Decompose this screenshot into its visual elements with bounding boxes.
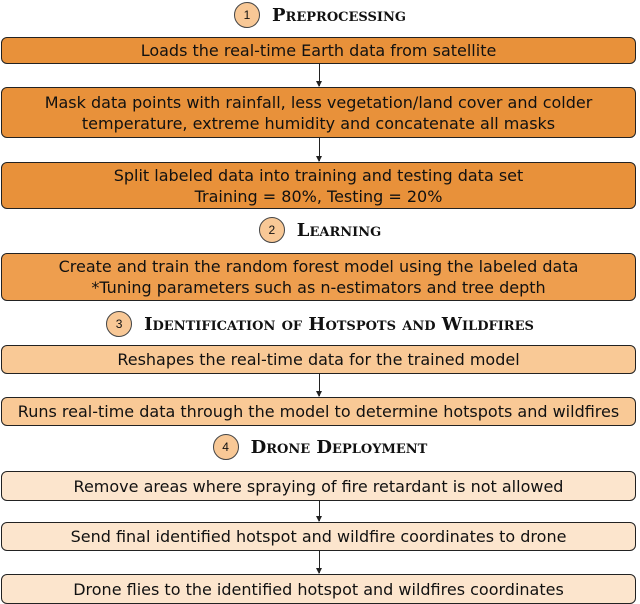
step-text: Create and train the random forest model using the labeled data: [58, 257, 579, 276]
stage-title: Drone Deployment: [250, 436, 428, 458]
step-number-badge: 4: [213, 434, 239, 460]
step-reshape-data: [1, 345, 636, 374]
step-text: Split labeled data into training and testing data set: [113, 165, 524, 185]
step-number-badge: 2: [259, 217, 285, 243]
step-drone-flies: [1, 574, 636, 604]
step-train-model: [1, 253, 636, 301]
stage-title: Preprocessing: [272, 4, 406, 26]
step-text: Training = 80%, Testing = 20%: [194, 186, 443, 206]
arrow: [319, 374, 320, 396]
step-text: Loads the real-time Earth data from satellite: [140, 41, 497, 60]
step-text: Reshapes the real-time data for the trained model: [117, 350, 520, 369]
arrow: [319, 501, 320, 521]
arrow: [319, 551, 320, 573]
stage-title: Identification of Hotspots and Wildfires: [144, 313, 534, 335]
arrow: [319, 64, 320, 86]
stage-title: Learning: [296, 219, 382, 241]
step-remove-areas: [1, 471, 636, 501]
stage-4-header: [0, 434, 640, 460]
stage-1-header: [0, 2, 640, 28]
step-text: Runs real-time data through the model to determine hotspots and wildfires: [17, 402, 620, 421]
step-mask-data: [1, 87, 636, 138]
step-split-data: [1, 162, 636, 209]
step-send-coordinates: [1, 522, 636, 551]
step-number-badge: 1: [234, 2, 260, 28]
step-text: Mask data points with rainfall, less vegetation/land cover and colder temperature, extreme humidity and concatenate all masks: [44, 92, 593, 133]
step-load-data: [1, 37, 636, 64]
stage-2-header: [0, 217, 640, 243]
arrow: [319, 138, 320, 161]
step-text: *Tuning parameters such as n-estimators and tree depth: [91, 278, 546, 297]
step-text: Send final identified hotspot and wildfire coordinates to drone: [70, 527, 567, 546]
step-number-badge: 3: [106, 311, 132, 337]
step-text: Remove areas where spraying of fire retardant is not allowed: [73, 476, 564, 496]
step-run-model: [1, 397, 636, 426]
step-text: Drone flies to the identified hotspot and wildfires coordinates: [73, 579, 564, 599]
stage-3-header: [0, 311, 640, 337]
